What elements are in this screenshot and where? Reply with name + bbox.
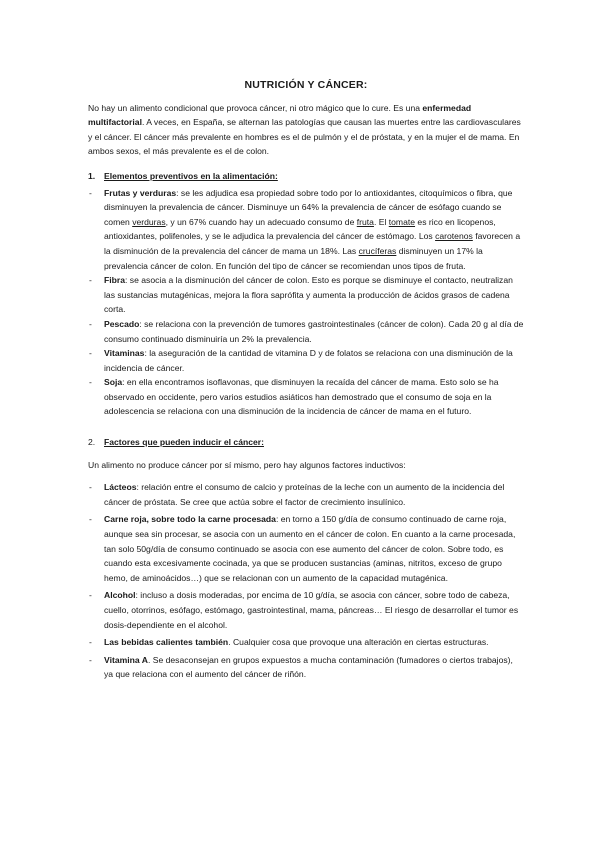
item-text: : incluso a dosis moderadas, por encima de 10 g/día, se asocia con cáncer, sobre todo de cabeza, cuello, otorrinos, esófago, estómago, gastrointestinal, mama, páncreas… El riesgo de desarrollar el tumor es dosis-dependiente en el alcohol. (104, 590, 519, 630)
item-text: : se les adjudica esa propiedad sobre todo por lo antioxidantes, citoquímicos o fibra, que disminuyen la prevalencia de cáncer. Disminuye un 64% la prevalencia de cáncer de esófago cuando se comen (104, 187, 513, 227)
item-label: Alcohol (104, 590, 136, 601)
item-label: Frutas y verduras (104, 187, 177, 198)
intro-paragraph (88, 101, 524, 159)
document-page (88, 78, 524, 685)
item-label: Las bebidas calientes también (104, 637, 229, 648)
list-item-alcohol (88, 588, 524, 632)
item-label: Pescado (104, 318, 140, 329)
item-text: : relación entre el consumo de calcio y proteínas de la leche con un aumento de la incidencia del cáncer de próstata. Se cree que actúa sobre el factor de crecimiento insulínico. (104, 482, 505, 507)
list-item-fibra (88, 273, 524, 317)
section-1-number: 1. (88, 170, 96, 181)
item-text: , y un 67% cuando hay un adecuado consumo de (165, 216, 357, 227)
section-1-heading (88, 169, 524, 184)
item-label: Carne roja, sobre todo la carne procesada (104, 514, 276, 525)
underlined-term: verduras (132, 216, 166, 227)
section-1-list (88, 186, 524, 420)
item-text: . Se desaconsejan en grupos expuestos a mucha contaminación (fumadores o ciertos trabajos), ya que relaciona con el aumento del cáncer de riñón. (104, 654, 513, 680)
item-text: : en torno a 150 g/día de consumo continuado de carne roja, aunque sea sin procesar, se asocia con un aumento en el cáncer de colon. En cuanto a la carne procesada, tan solo 50g/día de consumo continuado se asocia con ese aumento del cáncer de colon. Sobre todo, es cuando esta excesivamente cocinada, ya que se producen sustancias (aminas, nitritos, exceso de grupo hemo, de aminoácidos…) que se relacionan con un aumento de la capacidad mutagénica. (104, 514, 516, 583)
underlined-term: crucíferas (358, 245, 397, 256)
item-text: disminuyen un 17% la prevalencia cáncer de colon. En función del tipo de cáncer se recomiendan unos tipos de fruta. (104, 245, 483, 271)
underlined-term: fruta (356, 216, 374, 227)
section-2-intro: Un alimento no produce cáncer por sí mismo, pero hay algunos factores inductivos: (88, 459, 406, 470)
underlined-term: carotenos (435, 231, 473, 242)
item-label: Vitamina A (104, 654, 148, 665)
item-label: Vitaminas (104, 348, 145, 359)
page-title: NUTRICIÓN Y CÁNCER: (244, 79, 368, 91)
item-text: . El (373, 216, 389, 227)
section-2-heading (88, 435, 524, 450)
item-text: favorecen a la disminución de la prevalencia del cáncer de mama un 18%. Las (104, 231, 521, 256)
list-item-pescado (88, 317, 524, 346)
intro-text-2: . A veces, en España, se alternan las patologías que causan las muertes entre las cardiovasculares y el cáncer. El cáncer más prevalente en hombres es el de pulmón y el de próstata, y en la mujer el de mama. En ambos sexos, el más prevalente es el de colon. (88, 117, 521, 157)
intro-bold-term: enfermedad multifactorial (88, 102, 472, 128)
list-item-soja (88, 375, 524, 419)
list-item-vitamina-a (88, 653, 524, 682)
list-item-bebidas (88, 635, 524, 650)
list-item-carne (88, 512, 524, 585)
section-2-number: 2. (88, 437, 96, 448)
item-text: . Cualquier cosa que provoque una alteración en ciertas estructuras. (228, 637, 489, 648)
list-item-lacteos (88, 480, 524, 509)
list-item-vitaminas (88, 346, 524, 375)
section-2-title: Factores que pueden inducir el cáncer: (104, 437, 264, 448)
item-text: : se relaciona con la prevención de tumores gastrointestinales (cáncer de colon). Cada 20 g al día de consumo continuado disminuiría un 2% la prevalencia. (104, 318, 524, 344)
intro-text-1: No hay un alimento condicional que provoca cáncer, ni otro mágico que lo cure. Es una (88, 102, 423, 113)
item-text: es rico en licopenos, antioxidantes, polifenoles, y se le adjudica la prevalencia del cáncer de estómago. Los (104, 216, 496, 242)
section-1-title: Elementos preventivos en la alimentación: (104, 170, 278, 181)
item-text: : se asocia a la disminución del cáncer de colon. Esto es porque se disminuye el contacto, neutralizan las sustancias mutagénicas, mejora la flora saprófita y aumenta la producción de ácidos grasos de cadena corta. (104, 275, 513, 315)
item-text: : en ella encontramos isoflavonas, que disminuyen la recaída del cáncer de mama. Esto solo se ha observado en occidente, pero varios estudios asiáticos han demostrado que el consumo de soja en la adolescencia se relaciona con una disminución de la incidencia de cáncer de mama en el futuro. (104, 377, 499, 417)
item-label: Fibra (104, 275, 126, 286)
item-text: : la aseguración de la cantidad de vitamina D y de folatos se relaciona con una disminución de la incidencia de cáncer. (104, 348, 513, 373)
section-2-list (88, 480, 524, 682)
item-label: Lácteos (104, 482, 137, 493)
list-item-frutas (88, 186, 524, 274)
item-label: Soja (104, 377, 123, 388)
underlined-term: tomate (388, 216, 416, 227)
